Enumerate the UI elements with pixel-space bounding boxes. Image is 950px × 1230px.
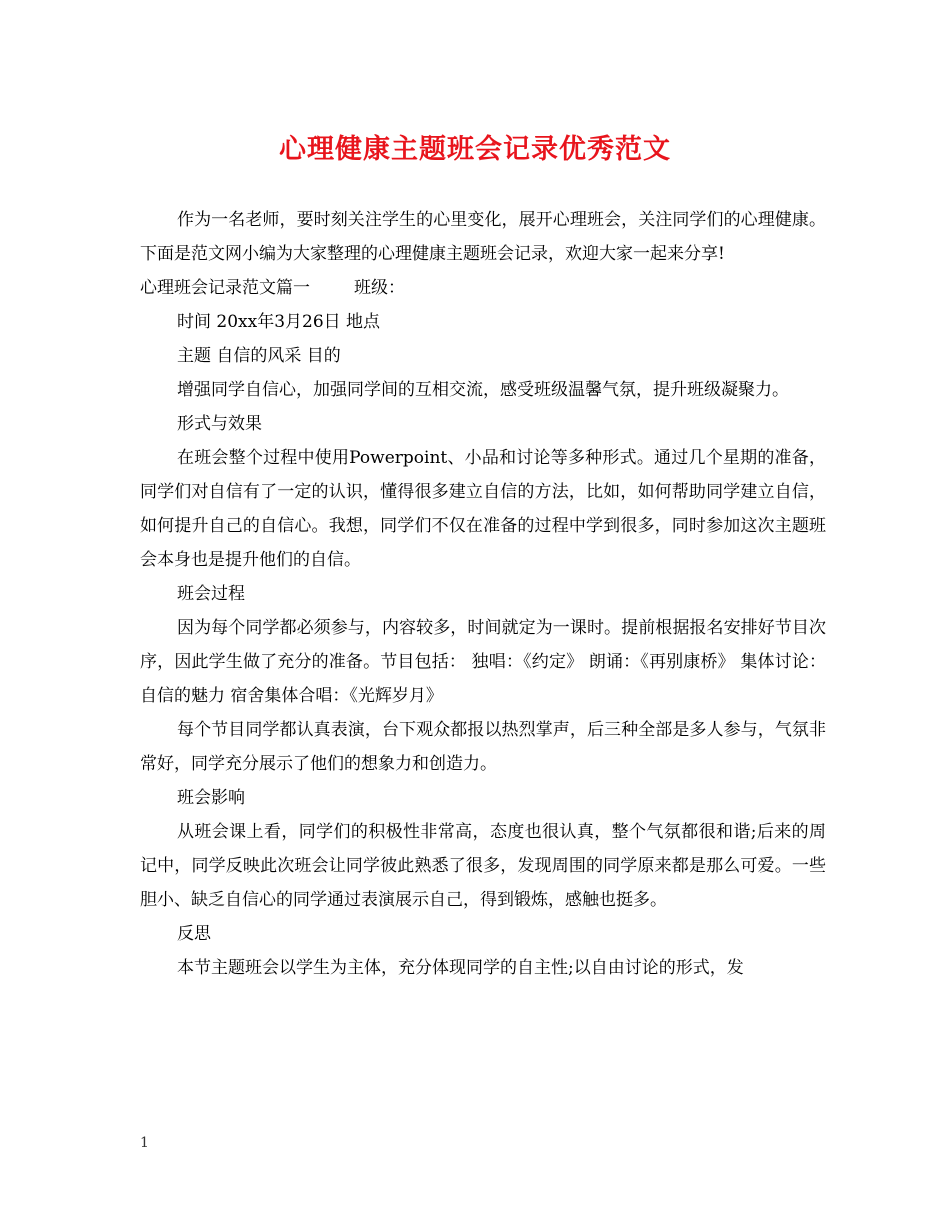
document-body — [140, 203, 826, 985]
section-heading-form: 形式与效果 — [177, 414, 262, 434]
record-heading-title: 心理班会记录范文篇一 — [140, 278, 310, 298]
paragraph-form: 在班会整个过程中使用Powerpoint、小品和讨论等多种形式。通过几个星期的准备，同学们对自信有了一定的认识，懂得很多建立自信的方法，比如，如何帮助同学建立自信，如何提升自己的自信心。我想，同学们不仅在准备的过程中学到很多，同时参加这次主题班会本身也是提升他们的自信。 — [140, 448, 826, 570]
section-heading-impact: 班会影响 — [177, 788, 245, 808]
paragraph-time-place: 时间 20xx年3月26日 地点 — [177, 312, 381, 332]
paragraph-performance: 每个节目同学都认真表演，台下观众都报以热烈掌声，后三种全部是多人参与，气氛非常好，同学充分展示了他们的想象力和创造力。 — [140, 720, 826, 774]
paragraph-theme-goal: 主题 自信的风采 目的 — [177, 346, 341, 366]
page-number: 1 — [140, 1135, 149, 1151]
paragraph-process: 因为每个同学都必须参与，内容较多，时间就定为一课时。提前根据报名安排好节目次序，因此学生做了充分的准备。节目包括： 独唱：《约定》 朗诵：《再别康桥》 集体讨论：自信的魅力 宿舍集体合唱：《光辉岁月》 — [140, 618, 826, 706]
record-heading — [140, 271, 826, 305]
paragraph-impact: 从班会课上看，同学们的积极性非常高，态度也很认真，整个气氛都很和谐;后来的周记中，同学反映此次班会让同学彼此熟悉了很多，发现周围的同学原来都是那么可爱。一些胆小、缺乏自信心的同学通过表演展示自己，得到锻炼，感触也挺多。 — [140, 822, 826, 910]
section-heading-process: 班会过程 — [177, 584, 245, 604]
paragraph-reflection: 本节主题班会以学生为主体，充分体现同学的自主性;以自由讨论的形式，发 — [177, 958, 744, 978]
document-title: 心理健康主题班会记录优秀范文 — [279, 134, 671, 165]
record-heading-class-label: 班级： — [354, 278, 405, 298]
paragraph-intro: 作为一名老师，要时刻关注学生的心里变化，展开心理班会，关注同学们的心理健康。下面是范文网小编为大家整理的心理健康主题班会记录，欢迎大家一起来分享! — [140, 210, 826, 264]
paragraph-goal: 增强同学自信心，加强同学间的互相交流，感受班级温馨气氛，提升班级凝聚力。 — [177, 380, 789, 400]
section-heading-reflection: 反思 — [177, 924, 211, 944]
